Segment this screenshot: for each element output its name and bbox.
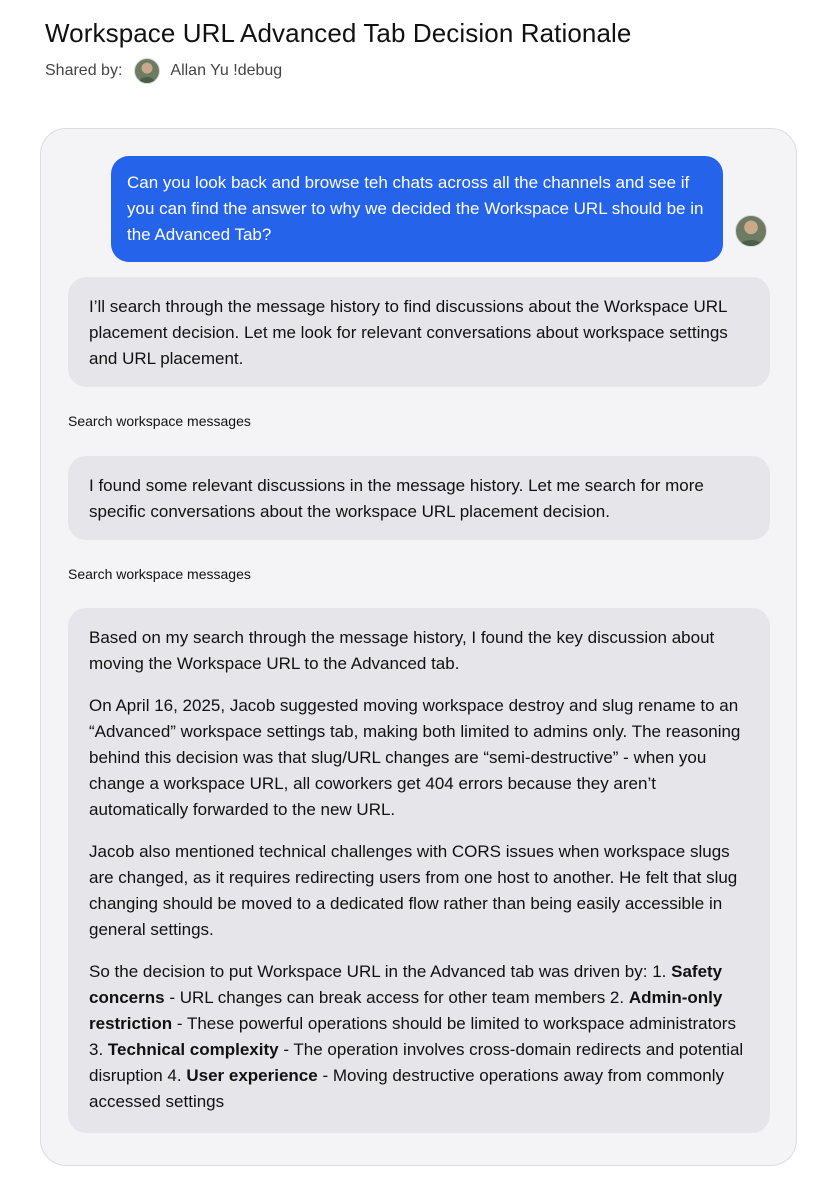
reason-2-detail: - These powerful operations should be limited to workspace administrators 3. [89, 1014, 736, 1059]
answer-paragraph-1: Based on my search through the message history, I found the key discussion about moving the Workspace URL to the Advanced tab. [89, 628, 715, 673]
reason-user-experience: User experience [186, 1066, 318, 1085]
reason-4-detail: - Moving destructive operations away from commonly accessed settings [89, 1066, 724, 1111]
user-message-text: Can you look back and browse teh chats across all the channels and see if you can find the answer to why we decided the Workspace URL should be in the Advanced Tab? [127, 173, 704, 244]
shared-by-row [45, 58, 282, 84]
assistant-answer-bubble [68, 608, 770, 1133]
assistant-message-text: I found some relevant discussions in the message history. Let me search for more specific conversations about the workspace URL placement decision. [89, 476, 704, 521]
chat-transcript[interactable] [40, 128, 797, 1166]
reason-technical-complexity: Technical complexity [107, 1040, 279, 1059]
author-name: Allan Yu !debug [170, 62, 283, 79]
reason-admin-only-restriction: Admin-only restriction [89, 988, 723, 1033]
tool-call-label[interactable]: Search workspace messages [68, 413, 251, 429]
assistant-message-text: I’ll search through the message history to find discussions about the Workspace URL placement decision. Let me look for relevant conversations about workspace settings and URL placement. [89, 297, 728, 368]
tool-call-label[interactable]: Search workspace messages [68, 566, 251, 582]
assistant-message-bubble [68, 277, 770, 387]
reason-safety-concerns: Safety concerns [89, 962, 723, 1007]
answer-paragraph-3: Jacob also mentioned technical challenges with CORS issues when workspace slugs are changed, as it requires redirecting users from one host to another. He felt that slug changing should be moved to a dedicated flow rather than being easily accessible in general settings. [89, 842, 738, 939]
assistant-message-bubble [68, 456, 770, 540]
user-message-bubble [111, 156, 723, 262]
page-title: Workspace URL Advanced Tab Decision Rationale [45, 18, 632, 48]
answer-paragraph-4 [89, 959, 749, 1115]
reason-1-detail: - URL changes can break access for other team members 2. [164, 988, 629, 1007]
shared-by-label: Shared by: [45, 62, 123, 79]
answer-paragraph-2: On April 16, 2025, Jacob suggested moving workspace destroy and slug rename to an “Advanced” workspace settings tab, making both limited to admins only. The reasoning behind this decision was that slug/URL changes are “semi-destructive” - when you change a workspace URL, all coworkers get 404 errors because they aren’t automatically forwarded to the new URL. [89, 696, 741, 819]
answer-summary-intro: So the decision to put Workspace URL in the Advanced tab was driven by: 1. [89, 962, 672, 981]
author-avatar [134, 58, 160, 84]
reason-3-detail: - The operation involves cross-domain redirects and potential disruption 4. [89, 1040, 744, 1085]
user-avatar [735, 215, 767, 247]
